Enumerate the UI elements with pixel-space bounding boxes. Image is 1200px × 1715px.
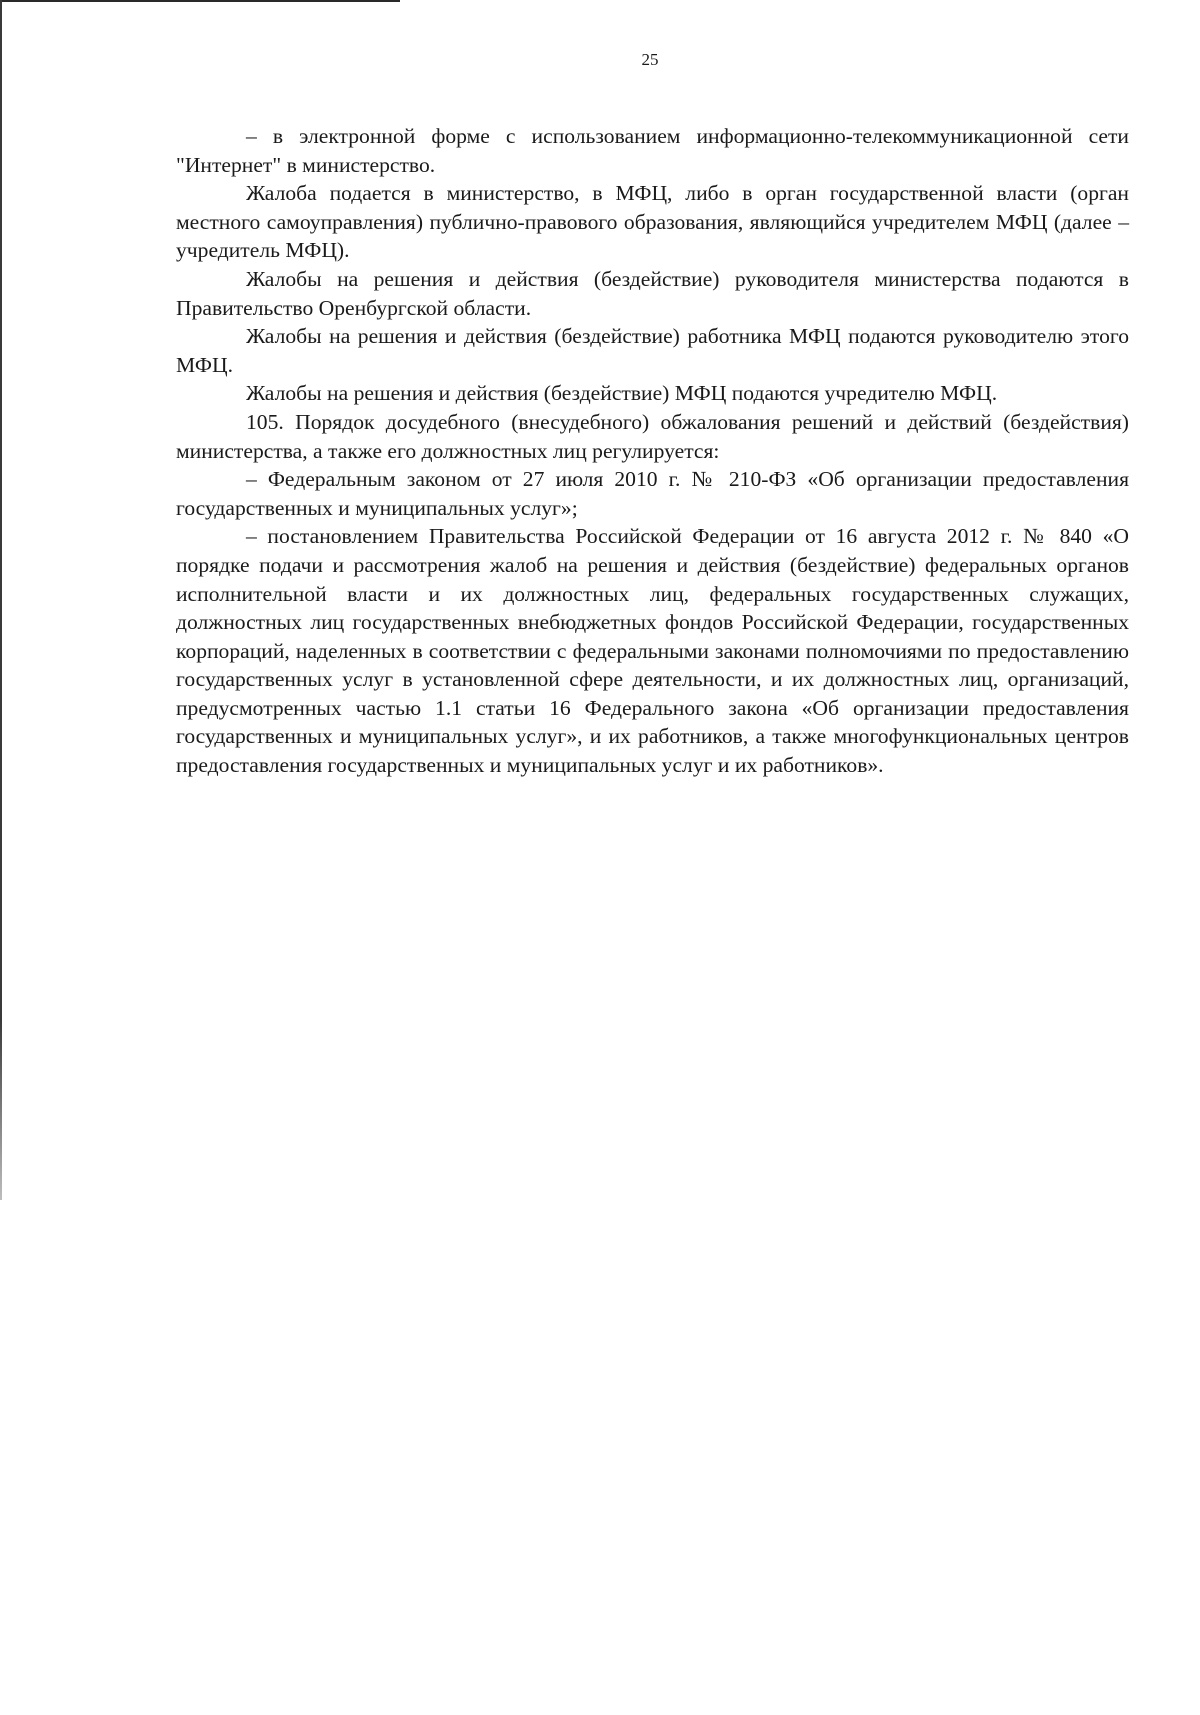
- scan-edge-top: [0, 0, 400, 2]
- paragraph-complaint-submission: Жалоба подается в министерство, в МФЦ, либо в орган государственной власти (орган местного самоуправления) публично-правового образования, являющийся учредителем МФЦ (далее – учредитель МФЦ).: [176, 181, 1129, 263]
- paragraph-complaints-mfc: Жалобы на решения и действия (бездействие) МФЦ подаются учредителю МФЦ.: [246, 381, 998, 406]
- scan-edge-left: [0, 0, 2, 1200]
- paragraph-complaints-minister: Жалобы на решения и действия (бездействие) руководителя министерства подаются в Правительство Оренбургской области.: [176, 266, 1129, 320]
- paragraph-electronic-form: – в электронной форме с использованием информационно-телекоммуникационной сети "Интернет" в министерство.: [176, 124, 1129, 177]
- page-number: 25: [641, 50, 659, 69]
- paragraph-government-resolution: – постановлением Правительства Российской Федерации от 16 августа 2012 г. № 840 «О порядке подачи и рассмотрения жалоб на решения и действия (бездействие) федеральных органов исполнительной власти и их должностных лиц, федеральных государственных служащих, должностных лиц государственных внебюджетных фондов Российской Федерации, государственных корпораций, наделенных в соответствии с федеральными законами полномочиями по предоставлению государственных услуг в установленной сфере деятельности, и их должностных лиц, организаций, предусмотренных частью 1.1 статьи 16 Федерального закона «Об организации предоставления государственных и муниципальных услуг», и их работников, а также многофункциональных центров предоставления государственных и муниципальных услуг и их работников».: [176, 524, 1129, 778]
- paragraph-complaints-mfc-employee: Жалобы на решения и действия (бездействие) работника МФЦ подаются руководителю этого МФЦ.: [176, 324, 1129, 377]
- paragraph-105: 105. Порядок досудебного (внесудебного) обжалования решений и действий (бездействия) министерства, а также его должностных лиц регулируется:: [176, 409, 1129, 463]
- paragraph-federal-law: – Федеральным законом от 27 июля 2010 г. № 210-ФЗ «Об организации предоставления государственных и муниципальных услуг»;: [176, 467, 1129, 520]
- scan-edge-top-fragment: [370, 0, 400, 2]
- document-body: [176, 122, 1129, 780]
